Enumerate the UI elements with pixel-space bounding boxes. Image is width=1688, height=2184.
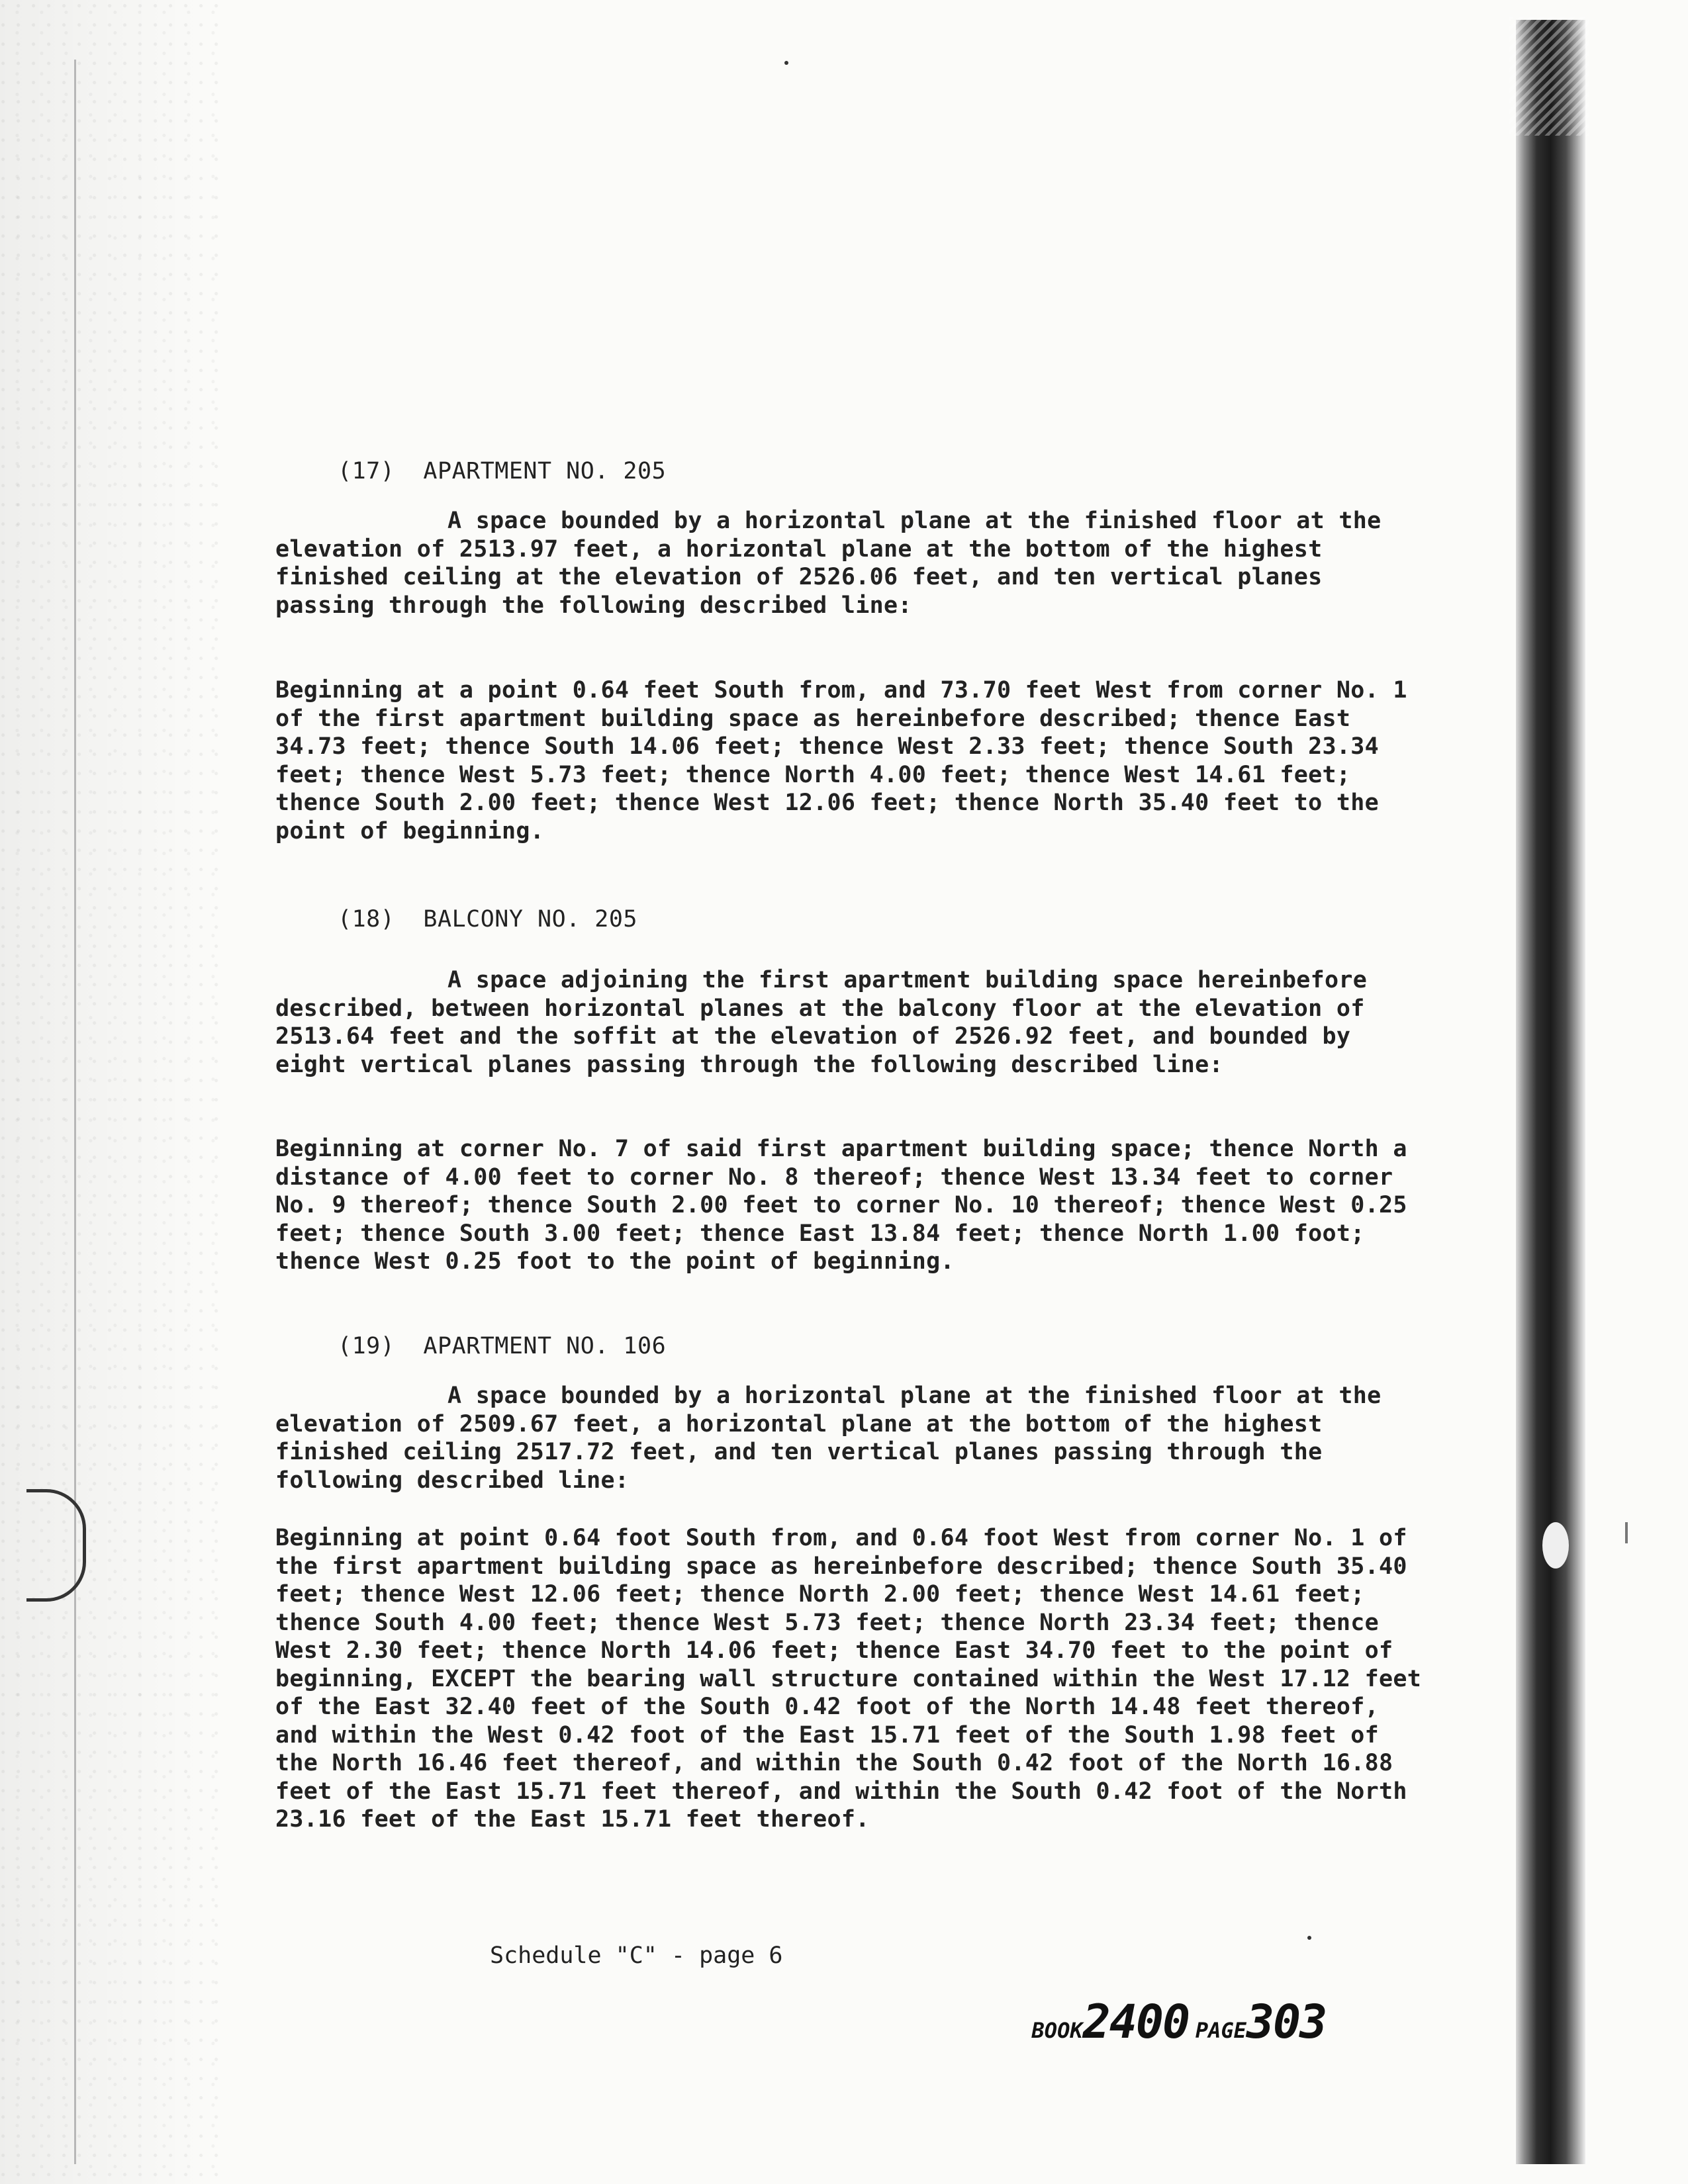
section-heading-balcony-205: (18) BALCONY NO. 205	[338, 906, 638, 933]
section-heading-apartment-205: (17) APARTMENT NO. 205	[338, 458, 667, 484]
section-paragraph-apartment-205: A space bounded by a horizontal plane at the finished floor at the elevation of 2513.97 feet, a horizontal plane at the bottom of the highest finished ceiling at the elevation of 2526.06 feet, and ten vertical planes passing through the following described line:	[275, 508, 1382, 619]
book-page-stamp	[1006, 1982, 1326, 2062]
section-description-balcony-205: Beginning at corner No. 7 of said first apartment building space; thence North a distance of 4.00 feet to corner No. 8 thereof; thence West 13.34 feet to corner No. 9 thereof; thence South 2.00 feet to corner No. 10 thereof; thence West 0.25 feet; thence South 3.00 feet; thence East 13.84 feet; thence North 1.00 foot; thence West 0.25 foot to the point of beginning.	[275, 1136, 1407, 1275]
book-number: 2400	[1082, 1995, 1190, 2049]
page-label: PAGE	[1195, 2018, 1246, 2043]
schedule-page-footer: Schedule "C" - page 6	[490, 1942, 783, 1969]
section-description-apartment-205: Beginning at a point 0.64 feet South from, and 73.70 feet West from corner No. 1 of the first apartment building space as hereinbefore described; thence East 34.73 feet; thence South 14.06 feet; thence West 2.33 feet; thence South 23.34 feet; thence West 5.73 feet; thence North 4.00 feet; thence West 14.61 feet; thence South 2.00 feet; thence West 12.06 feet; thence North 35.40 feet to the point of beginning.	[275, 677, 1407, 844]
book-label: BOOK	[1031, 2018, 1083, 2043]
section-paragraph-balcony-205: A space adjoining the first apartment building space hereinbefore described, between horizontal planes at the balcony floor at the elevation of 2513.64 feet and the soffit at the elevation of 2526.92 feet, and bounded by eight vertical planes passing through the following described line:	[275, 967, 1368, 1078]
section-heading-apartment-106: (19) APARTMENT NO. 106	[338, 1333, 667, 1359]
section-paragraph-apartment-106: A space bounded by a horizontal plane at the finished floor at the elevation of 2509.67 feet, a horizontal plane at the bottom of the highest finished ceiling 2517.72 feet, and ten vertical planes passing through the following described line:	[275, 1383, 1382, 1494]
page-number: 303	[1246, 1995, 1327, 2049]
section-description-apartment-106: Beginning at point 0.64 foot South from, and 0.64 foot West from corner No. 1 of the first apartment building space as hereinbefore described; thence South 35.40 feet; thence West 12.06 feet; thence North 2.00 feet; thence West 14.61 feet; thence South 4.00 feet; thence West 5.73 feet; thence North 23.34 feet; thence West 2.30 feet; thence North 14.06 feet; thence East 34.70 feet to the point of beginning, EXCEPT the bearing wall structure contained within the West 17.12 feet of the East 32.40 feet of the South 0.42 foot of the North 14.48 feet thereof, and within the West 0.42 foot of the East 15.71 feet of the South 1.98 feet of the North 16.46 feet thereof, and within the South 0.42 foot of the North 16.88 feet of the East 15.71 feet thereof, and within the South 0.42 foot of the North 23.16 feet of the East 15.71 feet thereof.	[275, 1525, 1422, 1833]
